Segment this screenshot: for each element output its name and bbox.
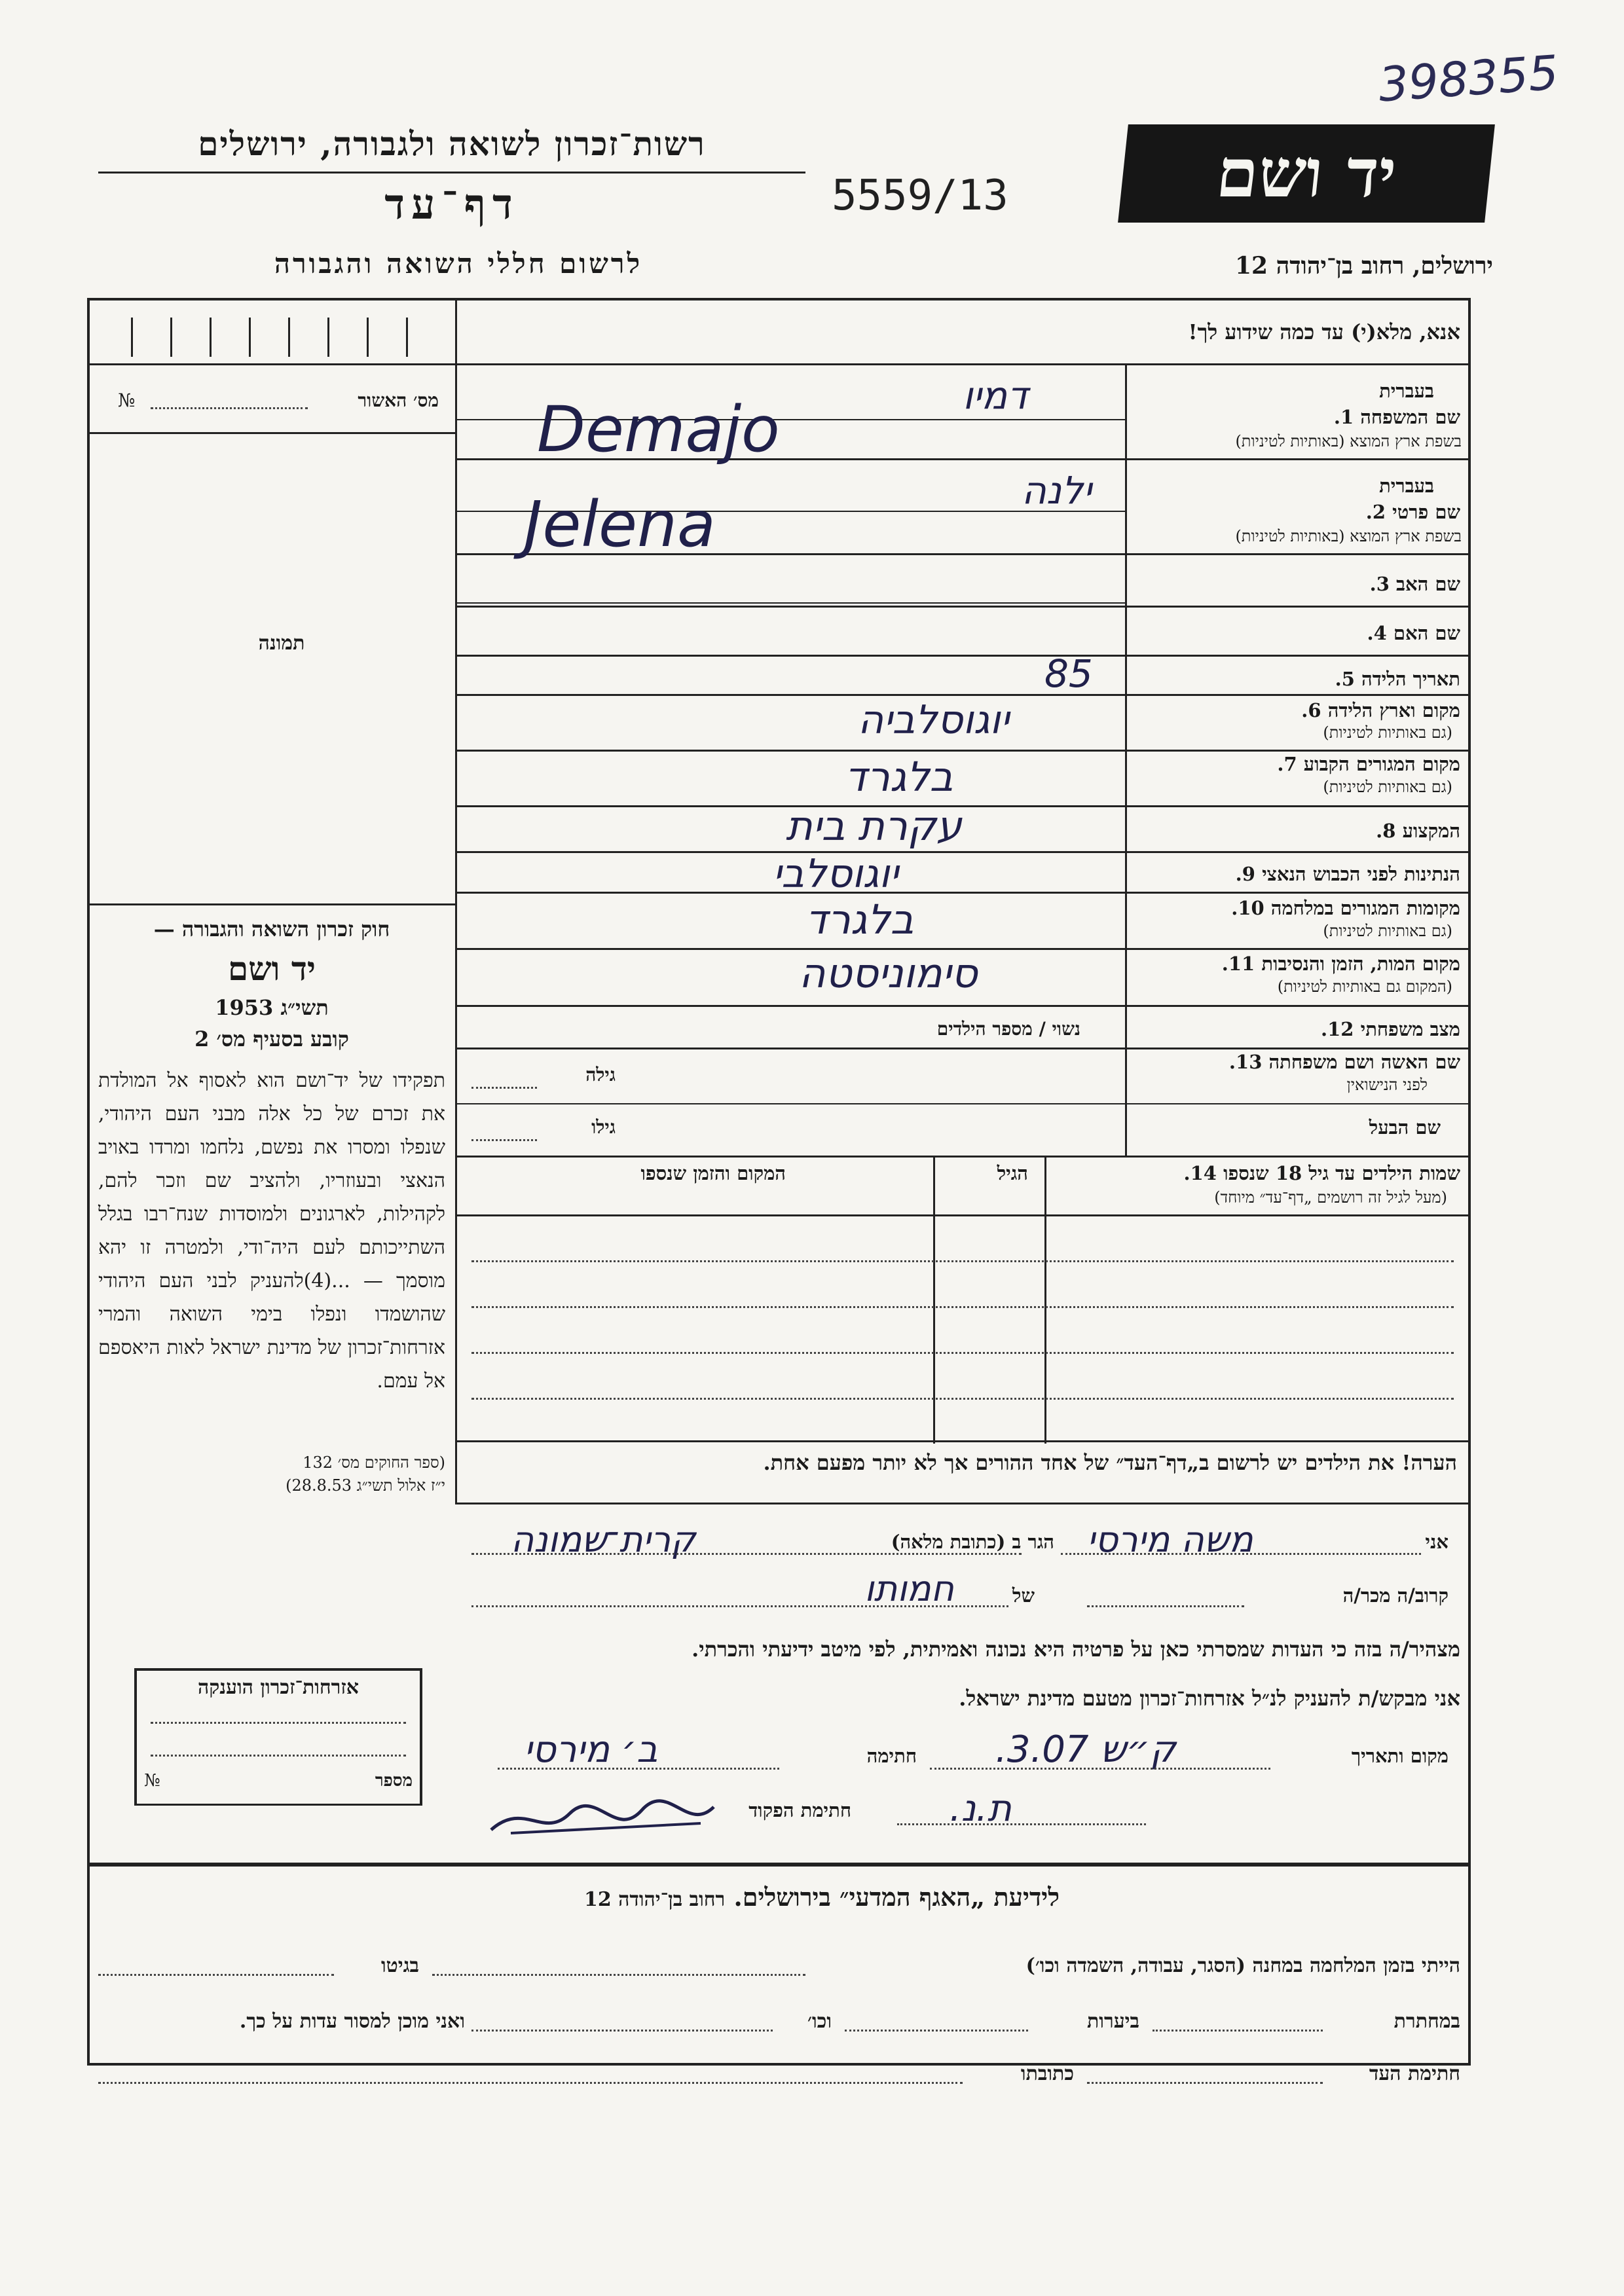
field-4-label: שם האם 4. <box>1367 622 1460 644</box>
citizenship-number-label: מספר <box>375 1771 413 1791</box>
field-5-label: תאריך הלידה 5. <box>1335 668 1460 690</box>
rule <box>455 1214 1471 1216</box>
field-11-sub: (המקום גם באותיות לטיניות) <box>1277 977 1452 996</box>
rule <box>455 1103 1471 1104</box>
rule <box>134 1804 422 1806</box>
field-7-label: מקום המגורים הקבוע 7. <box>1277 753 1460 775</box>
officer-dots <box>897 1823 1146 1825</box>
photo-line <box>87 903 455 905</box>
intro-underline <box>455 363 1471 365</box>
husband-age-dots <box>471 1139 537 1141</box>
top-left-separator <box>87 363 455 365</box>
authority-underline <box>98 172 805 173</box>
field-2-tag: בעברית <box>1379 475 1434 497</box>
ready-text: ואני מוכן למסור עדות על כך. <box>239 2010 465 2033</box>
place-date-label: מקום ותאריך <box>1351 1745 1449 1767</box>
underground-dots <box>1153 2030 1323 2032</box>
children-col-place: המקום והזמן שנספו <box>640 1162 786 1184</box>
rule <box>455 602 1125 604</box>
field-8-label: המקצוע 8. <box>1376 820 1460 842</box>
request-text: אני מבקש/ת להעניק לנ״ל אזרחות־זכרון מטעם מדינת ישראל. <box>959 1686 1460 1711</box>
field-12-label: מצב משפחתי 12. <box>1321 1018 1460 1040</box>
field-7-sub: (גם באותיות לטיניות) <box>1323 778 1452 796</box>
archive-number: 398355 <box>1376 45 1560 113</box>
relative-dots <box>1087 1605 1244 1607</box>
law-year: תשי״ג 1953 <box>215 995 329 1020</box>
field-11-label: מקום המות, הזמן והנסיבות 11. <box>1221 953 1460 975</box>
law-date: י״ז אלול תשי״ג 28.8.53) <box>286 1476 445 1495</box>
declaration-text: מצהיר/ה בזה כי העדות שמסרתי כאן על פרטיה היא נכונה ואמיתית, לפי מיטב ידיעתי והכרתי. <box>692 1637 1460 1662</box>
etc-label: וכו׳ <box>807 2010 832 2033</box>
etc-dots <box>471 2030 773 2032</box>
declarant-name-value: משה מירסי <box>1087 1519 1253 1560</box>
husband-label: שם הבעל <box>1369 1116 1441 1139</box>
field-11-value: סימוניסטה <box>799 949 978 997</box>
address-line: ירושלים, רחוב בן־יהודה 12 <box>1234 252 1493 280</box>
ghetto-dots <box>98 1974 334 1976</box>
children-title: שמות הילדים עד גיל 18 שנספו 14. <box>1183 1162 1460 1184</box>
officer-signature-mark <box>485 1794 720 1846</box>
field-3-label: שם האב 3. <box>1369 573 1460 595</box>
intro-text: אנא, מלא(י) עד כמה שידוע לך! <box>1188 319 1460 344</box>
relative-value: חמותו <box>864 1568 954 1609</box>
field-2-label: שם פרטי 2. <box>1365 501 1460 523</box>
field-9-label: הנתינות לפני הכבוש הנאצי 9. <box>1235 863 1460 885</box>
signature-label: חתימה <box>866 1745 917 1767</box>
citizenship-no-symbol: № <box>144 1771 160 1791</box>
footer-line1: הייתי בזמן המלחמה במחנה (הסגר, עבודה, השמדה וכו׳) <box>1025 1954 1460 1977</box>
label-divider <box>1125 363 1127 1156</box>
field-10-label: מקומות המגורים במלחמה 10. <box>1231 897 1460 919</box>
photo-label: תמונה <box>258 632 305 655</box>
rule <box>455 1503 1471 1504</box>
field-1-hebrew-value: דמיו <box>963 373 1028 418</box>
officer-label: חתימת הפקוד <box>748 1799 851 1821</box>
field-1-label: שם המשפחה 1. <box>1333 406 1460 428</box>
of-dots <box>471 1605 1008 1607</box>
approval-no-dots <box>151 407 308 409</box>
field-6-value: יוגוסלביה <box>858 697 1010 743</box>
field-13-label: שם האשה ושם משפחתה 13. <box>1228 1051 1460 1073</box>
law-ref: (ספר החוקים מס׳ 132 <box>303 1453 445 1472</box>
rule <box>455 1440 1471 1442</box>
declarant-address-value: קרית־שמונה <box>511 1519 696 1560</box>
field-2-hebrew-value: ילנה <box>1022 468 1092 513</box>
signature-value: ב׳ מירסי <box>524 1728 658 1771</box>
field-6-label: מקום וארץ הלידה 6. <box>1301 699 1460 721</box>
footer-separator <box>87 1863 1471 1867</box>
field-1-sub: בשפת ארץ המוצא (באותיות לטיניות) <box>1235 432 1462 450</box>
declarant-address-dots <box>471 1553 1022 1555</box>
of-label: של <box>1012 1584 1035 1607</box>
field-9-value: יוגוסלבי <box>773 851 898 897</box>
rule <box>455 1005 1471 1007</box>
authority-line: רשות־זכרון לשואה ולגבורה, ירושלים <box>198 124 706 163</box>
rule <box>455 892 1471 894</box>
approval-no-label: מס׳ האשור <box>358 390 439 411</box>
wife-age-label: גילה <box>585 1064 616 1085</box>
field-13-sub: לפני הנישואין <box>1346 1076 1428 1094</box>
husband-age-label: גילו <box>591 1116 616 1138</box>
footer-notice-address: רחוב בן־יהודה 12 <box>583 1888 726 1911</box>
children-row-2 <box>471 1306 1454 1308</box>
children-sub: (מעל לגיל זה רושמים „דף־עד״ מיוחד) <box>1214 1188 1447 1207</box>
form-subtitle: לרשום חללי השואה והגבורה <box>274 247 643 280</box>
field-10-sub: (גם באותיות לטיניות) <box>1323 922 1452 940</box>
field-7-value: בלגרד <box>845 753 953 801</box>
field-1-latin-value: Demajo <box>537 393 780 466</box>
children-row-3 <box>471 1352 1454 1354</box>
forests-dots <box>845 2030 1028 2032</box>
rule <box>455 606 1471 608</box>
ghetto-label: בגיטו <box>380 1954 419 1977</box>
citizenship-box-title: אזרחות־זכרון הוענקה <box>197 1676 360 1699</box>
rule <box>455 1048 1471 1049</box>
footer-line1-dots <box>432 1974 805 1976</box>
field-2-latin-value: Jelena <box>524 488 716 561</box>
rule <box>455 750 1471 752</box>
place-date-value: ק״ש 3.07. <box>995 1728 1176 1771</box>
children-row-4 <box>471 1398 1454 1400</box>
form-title: דף־עד <box>384 180 519 229</box>
address-dots <box>98 2082 963 2084</box>
witness-sig-dots <box>1087 2082 1323 2084</box>
note-text: הערה! את הילדים יש לרשום ב„דף־העד״ של אחד ההורים אך לא יותר מפעם אחת. <box>763 1450 1457 1475</box>
law-name: יד ושם <box>228 949 316 988</box>
field-1-tag: בעברית <box>1379 380 1434 402</box>
officer-value: ת.נ. <box>950 1787 1012 1830</box>
declarant-name-dots <box>1061 1553 1421 1555</box>
witness-sig-label: חתימת העד <box>1369 2062 1460 2085</box>
wife-age-dots <box>471 1087 537 1089</box>
yad-vashem-logo: יד ושם <box>1118 124 1495 223</box>
top-left-boxes <box>95 318 449 357</box>
rule <box>455 805 1471 807</box>
field-5-value: 85 <box>1044 651 1093 696</box>
children-row-1 <box>471 1260 1454 1262</box>
forests-label: ביערות <box>1086 2010 1139 2033</box>
field-12-value: נשוי / מספר הילדים <box>936 1018 1080 1040</box>
address-label: כתובתו <box>1020 2062 1074 2085</box>
field-8-value: עקרת בית <box>786 802 962 850</box>
signature-dots <box>498 1768 779 1770</box>
stamp-number: 5559/13 <box>832 172 1008 220</box>
field-6-sub: (גם באותיות לטיניות) <box>1323 723 1452 742</box>
rule <box>455 694 1471 696</box>
relative-label: קרוב/ה מכר/ה <box>1342 1584 1449 1607</box>
rule <box>455 655 1471 657</box>
citizenship-dots-2 <box>151 1755 406 1757</box>
declarant-resident-label: הגר ב (כתובת מלאה) <box>891 1531 1054 1553</box>
approval-no-line <box>87 432 455 434</box>
place-date-dots <box>930 1768 1270 1770</box>
law-title: חוק זכרון השואה והגבורה — <box>153 917 390 941</box>
footer-notice-text: לידיעת „האגף המדעי״ בירושלים. <box>733 1882 1060 1912</box>
approval-no-symbol: № <box>118 390 136 411</box>
footer-notice <box>458 1882 1185 1912</box>
law-text: תפקידו של יד־ושם הוא לאסוף אל המולדת את זכרם של כל אלה מבני העם היהודי, שנפלו ומסרו את נפשם, נלחמו ומרדו באויב הנאצי ובעוזריו, ולהציב שם וזכר להם, לקהילות, לארגונים ולמוסדות שנח־רבו בגלל השתייכותם לעם היה־ודי, ולמטרה זו יהא מוסמך — ...(4)להעניק לבני העם היהודי שהושמדו ונפלו בימי השואה והמרי אזרחות־זכרון של מדינת ישראל לאות היאספם אל עמם. <box>98 1069 446 1393</box>
declarant-i-label: אני <box>1425 1531 1449 1553</box>
underground-label: במחתרת <box>1393 2010 1460 2033</box>
children-col-age: הגיל <box>997 1162 1028 1184</box>
law-clause: קובע בסעיף מס׳ 2 <box>194 1027 349 1051</box>
rule <box>455 851 1471 853</box>
field-2-sub: בשפת ארץ המוצא (באותיות לטיניות) <box>1235 527 1462 545</box>
citizenship-dots-1 <box>151 1722 406 1724</box>
field-10-value: בלגרד <box>805 896 914 943</box>
